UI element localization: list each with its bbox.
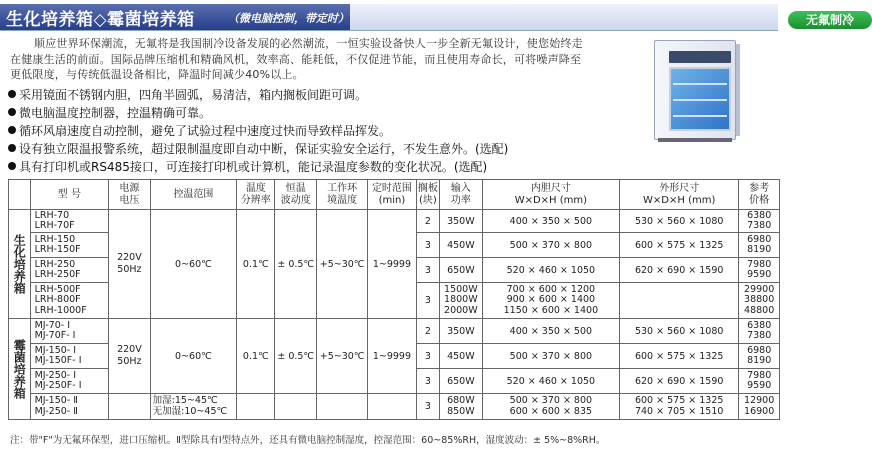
page-title: 生化培养箱◇霉菌培养箱 bbox=[6, 10, 195, 30]
price-cell: 6980 8190 bbox=[739, 344, 780, 369]
feature-item: 采用镜面不锈钢内胆，四角半圆弧，易清洁，箱内搁板间距可调。 bbox=[8, 86, 628, 104]
temp-range-cell: 0~60℃ bbox=[150, 319, 237, 394]
outer-size-cell: 600 × 575 × 1325 bbox=[620, 233, 739, 258]
model-cell: MJ-250- Ⅰ MJ-250F- Ⅰ bbox=[30, 369, 109, 394]
bullet-icon bbox=[8, 126, 16, 134]
price-cell: 29900 38800 48800 bbox=[739, 283, 780, 319]
banner-right-bg bbox=[350, 4, 854, 30]
bullet-icon bbox=[8, 108, 16, 116]
price-cell: 7980 9590 bbox=[739, 258, 780, 283]
input-power-cell: 450W bbox=[439, 344, 482, 369]
spec-table bbox=[8, 179, 780, 420]
resolution-cell: 0.1℃ bbox=[237, 210, 275, 319]
price-cell: 6980 8190 bbox=[739, 233, 780, 258]
inner-size-cell: 520 × 460 × 1050 bbox=[482, 258, 619, 283]
input-power-cell: 650W bbox=[439, 369, 482, 394]
inner-size-cell: 520 × 460 × 1050 bbox=[482, 369, 619, 394]
inner-size-cell: 500 × 370 × 800 600 × 600 × 835 bbox=[482, 394, 619, 420]
outer-size-cell: 600 × 575 × 1325 bbox=[620, 344, 739, 369]
bullet-icon bbox=[8, 144, 16, 152]
inner-size-cell: 400 × 350 × 500 bbox=[482, 319, 619, 344]
shelves-cell: 3 bbox=[416, 344, 439, 369]
refrigeration-badge: 无氟制冷 bbox=[788, 11, 872, 29]
table-row bbox=[9, 394, 780, 420]
outer-size-cell: 530 × 560 × 1080 bbox=[620, 319, 739, 344]
ambient-cell: +5~30℃ bbox=[317, 210, 368, 319]
price-cell: 12900 16900 bbox=[739, 394, 780, 420]
model-cell: MJ-150- Ⅱ MJ-250- Ⅱ bbox=[30, 394, 109, 420]
col-outer-size: 外形尺寸 W×D×H (mm) bbox=[620, 180, 739, 210]
col-timer: 定时范围 (min) bbox=[368, 180, 417, 210]
outer-size-cell: 620 × 690 × 1590 bbox=[620, 369, 739, 394]
outer-size-cell bbox=[620, 283, 739, 319]
banner-title-bg bbox=[0, 4, 350, 30]
shelves-cell: 3 bbox=[416, 233, 439, 258]
model-cell: LRH-250 LRH-250F bbox=[30, 258, 109, 283]
glass-door bbox=[669, 67, 731, 131]
header-banner bbox=[0, 4, 854, 31]
model-cell: LRH-70 LRH-70F bbox=[30, 210, 109, 233]
table-row bbox=[9, 319, 780, 344]
col-ambient: 工作环 境温度 bbox=[317, 180, 368, 210]
bullet-icon bbox=[8, 162, 16, 170]
shelves-cell: 3 bbox=[416, 283, 439, 319]
table-header-row bbox=[9, 180, 780, 210]
resolution-cell: 0.1℃ bbox=[237, 319, 275, 394]
outer-size-cell: 530 × 560 × 1080 bbox=[620, 210, 739, 233]
col-model: 型 号 bbox=[30, 180, 109, 210]
input-power-cell: 1500W 1800W 2000W bbox=[439, 283, 482, 319]
inner-size-cell: 400 × 350 × 500 bbox=[482, 210, 619, 233]
page-subtitle: （微电脑控制，带定时） bbox=[228, 12, 349, 25]
feature-item: 设有独立限温报警系统，超过限制温度即自动中断，保证实验安全运行，不发生意外。(选配) bbox=[8, 140, 628, 158]
temp-range-cell: 0~60℃ bbox=[150, 210, 237, 319]
feature-item: 循环风扇速度自动控制，避免了试验过程中速度过快而导致样品挥发。 bbox=[8, 122, 628, 140]
col-temp-range: 控温范围 bbox=[150, 180, 237, 210]
col-fluctuation: 恒温 波动度 bbox=[275, 180, 317, 210]
feature-item: 具有打印机或RS485接口，可连接打印机或计算机，能记录温度参数的变化状况。(选配) bbox=[8, 158, 628, 176]
group-label: 霉菌培养箱 bbox=[9, 319, 31, 420]
inner-size-cell: 700 × 600 × 1200 900 × 600 × 1400 1150 × 600 × 1400 bbox=[482, 283, 619, 319]
fluctuation-cell: ± 0.5℃ bbox=[275, 210, 317, 319]
inner-size-cell: 500 × 370 × 800 bbox=[482, 344, 619, 369]
table-row bbox=[9, 210, 780, 233]
model-cell: LRH-500F LRH-800F LRH-1000F bbox=[30, 283, 109, 319]
model-cell: LRH-150 LRH-150F bbox=[30, 233, 109, 258]
shelves-cell: 3 bbox=[416, 369, 439, 394]
ambient-cell: +5~30℃ bbox=[317, 319, 368, 394]
model-cell: MJ-150- Ⅰ MJ-150F- Ⅰ bbox=[30, 344, 109, 369]
fluctuation-cell: ± 0.5℃ bbox=[275, 319, 317, 394]
humidity-range-cell: 加湿:15~45℃ 无加湿:10~45℃ bbox=[150, 394, 237, 420]
input-power-cell: 350W bbox=[439, 210, 482, 233]
shelves-cell: 2 bbox=[416, 210, 439, 233]
bullet-icon bbox=[8, 90, 16, 98]
shelves-cell: 2 bbox=[416, 319, 439, 344]
price-cell: 6380 7380 bbox=[739, 319, 780, 344]
input-power-cell: 650W bbox=[439, 258, 482, 283]
power-supply-cell: 220V 50Hz bbox=[109, 210, 150, 319]
timer-cell: 1~9999 bbox=[368, 210, 417, 319]
timer-cell: 1~9999 bbox=[368, 319, 417, 394]
feature-item: 微电脑温度控制器，控温精确可靠。 bbox=[8, 104, 628, 122]
incubator-product-image bbox=[648, 36, 744, 146]
inner-size-cell: 500 × 370 × 800 bbox=[482, 233, 619, 258]
input-power-cell: 450W bbox=[439, 233, 482, 258]
input-power-cell: 350W bbox=[439, 319, 482, 344]
shelves-cell: 3 bbox=[416, 258, 439, 283]
control-panel bbox=[669, 51, 731, 63]
intro-paragraph: 顺应世界环保潮流，无氟将是我国制冷设备发展的必然潮流，一恒实验设备快人一步全新无氟设计，使您始终走在健康生活的前面。国际品牌压缩机和精确风机，效率高、能耗低，不仅促进节能，而且使用寿命长，可将噪声降至更低限度，与传统低温设备相比，降温时间减少40%以上。 bbox=[10, 37, 583, 81]
col-resolution: 温度 分辨率 bbox=[237, 180, 275, 210]
outer-size-cell: 600 × 575 × 1325 740 × 705 × 1510 bbox=[620, 394, 739, 420]
price-cell: 6380 7380 bbox=[739, 210, 780, 233]
group-label: 生化培养箱 bbox=[9, 210, 31, 319]
input-power-cell: 680W 850W bbox=[439, 394, 482, 420]
outer-size-cell: 620 × 690 × 1590 bbox=[620, 258, 739, 283]
col-price: 参考 价格 bbox=[739, 180, 780, 210]
feature-list bbox=[8, 86, 628, 176]
price-cell: 7980 9590 bbox=[739, 369, 780, 394]
col-power-supply: 电源 电压 bbox=[109, 180, 150, 210]
col-shelves: 搁板 (块) bbox=[416, 180, 439, 210]
power-supply-cell: 220V 50Hz bbox=[109, 319, 150, 394]
footnote: 注：带"F"为无氟环保型，进口压缩机。Ⅱ型除具有Ⅰ型特点外，还具有微电脑控制湿度，控湿范围：60~85%RH，湿度波动：± 5%~8%RH。 bbox=[10, 435, 606, 446]
col-inner-size: 内胆尺寸 W×D×H (mm) bbox=[482, 180, 619, 210]
power-supply-cell bbox=[109, 394, 150, 420]
col-input-power: 输入 功率 bbox=[439, 180, 482, 210]
shelves-cell: 3 bbox=[416, 394, 439, 420]
model-cell: MJ-70- Ⅰ MJ-70F- Ⅰ bbox=[30, 319, 109, 344]
